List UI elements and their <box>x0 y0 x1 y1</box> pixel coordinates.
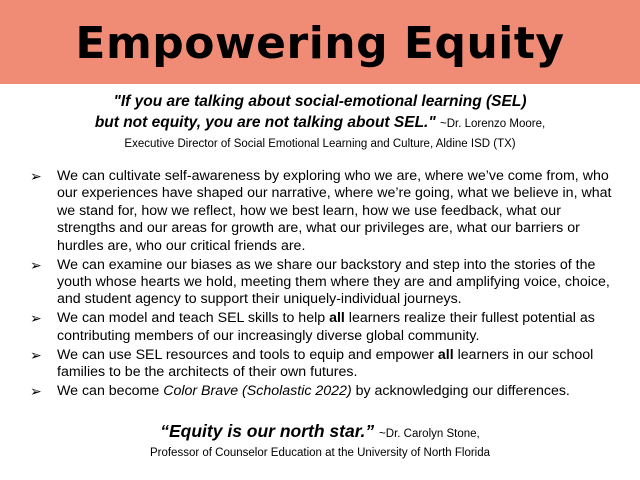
arrow-bullet-icon: ➢ <box>30 310 42 327</box>
arrow-bullet-icon: ➢ <box>30 168 42 184</box>
quote-attribution: ~Dr. Lorenzo Moore, <box>440 118 546 130</box>
book-title: Color Brave (Scholastic 2022) <box>163 382 352 399</box>
top-quote <box>0 91 640 154</box>
footer-quote-text: “Equity is our north star.” <box>160 421 375 441</box>
quote-role: Executive Director of Social Emotional Learning and Culture, Aldine ISD (TX) <box>124 138 516 150</box>
quote-line-1: "If you are talking about social-emotional learning (SEL) <box>113 93 527 110</box>
bullet-text-after: by acknowledging our differences. <box>351 382 570 399</box>
list-item <box>30 310 620 345</box>
bullet-emphasis: all <box>437 346 454 363</box>
arrow-bullet-icon: ➢ <box>30 256 42 273</box>
footer-role: Professor of Counselor Education at the University of North Florida <box>149 447 491 459</box>
bullet-text-after: learners in our school families to be the architects of their own futures. <box>57 346 594 380</box>
bullet-text: We can examine our biases as we share our backstory and step into the stories of the youth whose hearts we hold, meeting them where they are and amplifying voice, choice, and student agency to support their uniquely-individual journeys. <box>57 256 610 308</box>
bullet-text-after: learners realize their fullest potential as contributing members of our increasingly diverse global community. <box>57 310 595 344</box>
bullet-text-before: We can model and teach SEL skills to help <box>57 310 330 327</box>
list-item <box>30 347 620 382</box>
list-item <box>30 383 620 400</box>
list-item <box>30 168 620 255</box>
bottom-quote <box>0 420 640 462</box>
bullet-text: We can cultivate self-awareness by exploring who we are, where we’ve come from, who our experiences have shaped our narrative, where we’re going, what we believe in, what we stand for, how we reflect, how we best learn, how we use feedback, what our strengths and our areas for growth are, what our privileges are, what our barriers or hurdles are, who our critical friends are. <box>57 168 612 254</box>
footer-attribution: ~Dr. Carolyn Stone, <box>379 428 480 440</box>
arrow-bullet-icon: ➢ <box>30 346 42 363</box>
quote-line-2-text: but not equity, you are not talking about SEL." <box>94 114 436 131</box>
bullet-text-before: We can become <box>57 382 164 399</box>
title-banner <box>0 0 640 84</box>
footer-quote-line <box>0 420 640 445</box>
quote-line-2 <box>0 112 640 135</box>
bullet-list <box>30 168 620 402</box>
arrow-bullet-icon: ➢ <box>30 382 42 399</box>
bullet-emphasis: all <box>329 310 345 327</box>
page-title: Empowering Equity <box>75 17 565 69</box>
bullet-text-before: We can use SEL resources and tools to equip and empower <box>57 346 438 363</box>
list-item <box>30 257 620 309</box>
